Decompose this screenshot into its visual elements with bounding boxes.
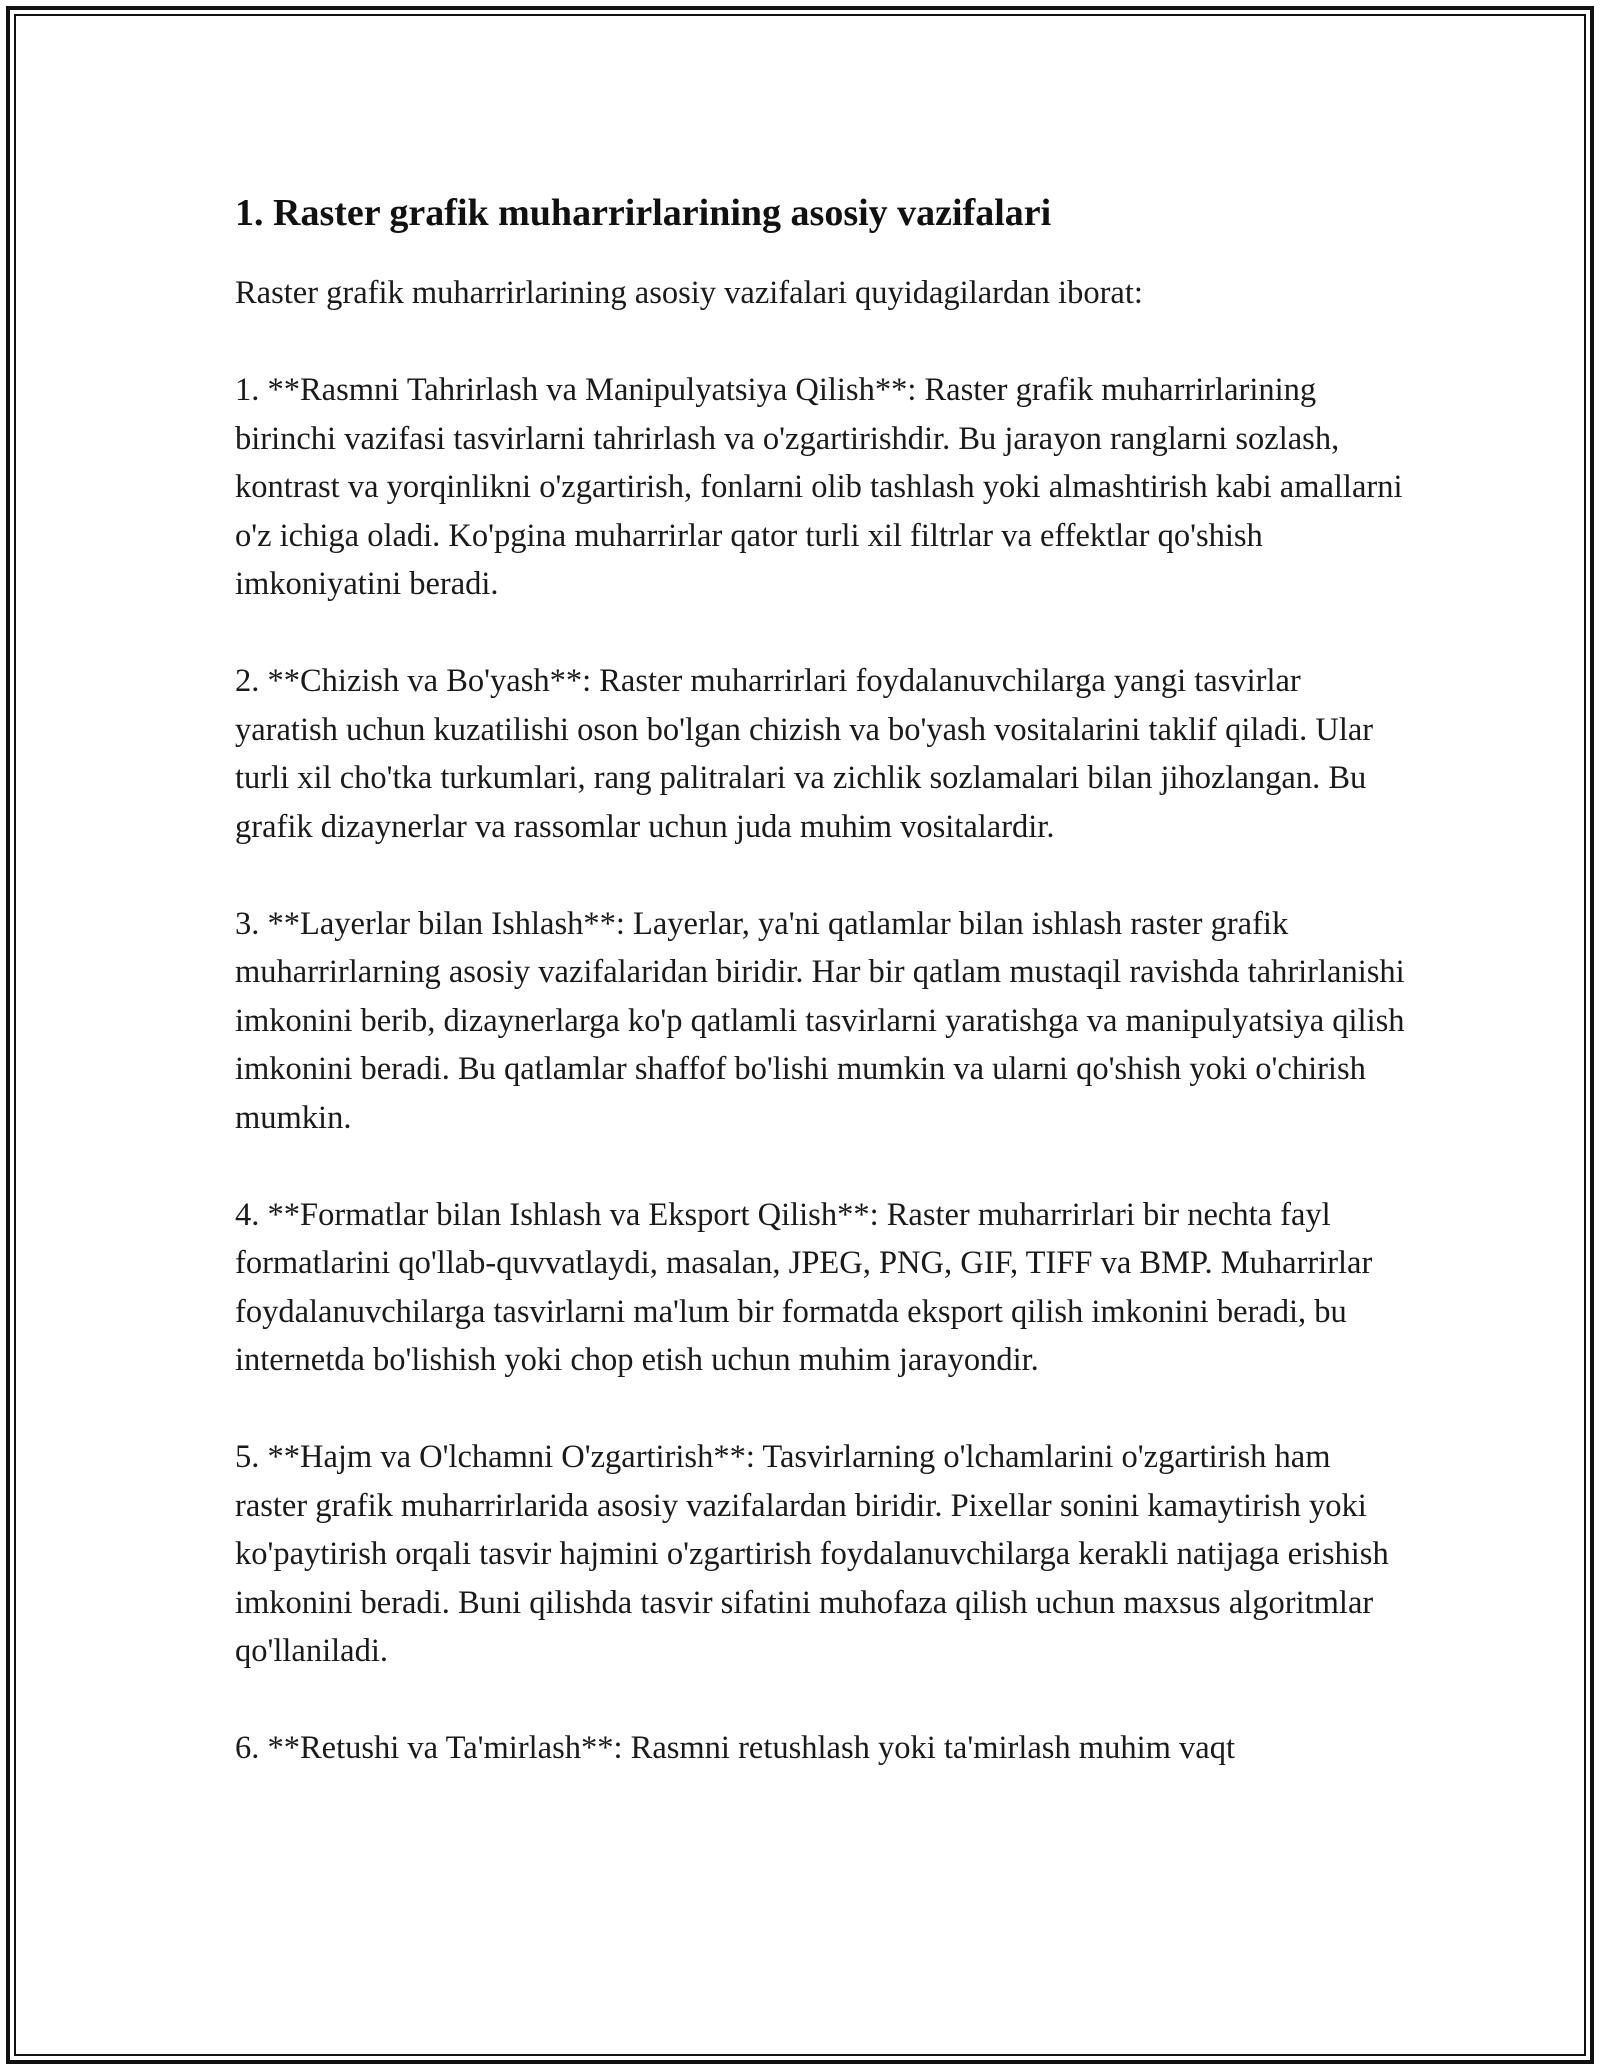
document-body <box>235 185 1410 1773</box>
list-item-3: 3. **Layerlar bilan Ishlash**: Layerlar, ya'ni qatlamlar bilan ishlash raster grafik muharrirlarning asosiy vazifalaridan biridir. Har bir qatlam mustaqil ravishda tahrirlanishi imkonini berib, dizaynerlarga ko'p qatlamli tasvirlarni yaratishga va manipulyatsiya qilish imkonini beradi. Bu qatlamlar shaffof bo'lishi mumkin va ularni qo'shish yoki o'chirish mumkin. <box>235 905 1405 1136</box>
list-item-4: 4. **Formatlar bilan Ishlash va Eksport Qilish**: Raster muharrirlari bir nechta fayl formatlarini qo'llab-quvvatlaydi, masalan, JPEG, PNG, GIF, TIFF va BMP. Muharrirlar foydalanuvchilarga tasvirlarni ma'lum bir formatda eksport qilish imkonini beradi, bu internetda bo'lishish yoki chop etish uchun muhim jarayondir. <box>235 1196 1373 1378</box>
list-item-5: 5. **Hajm va O'lchamni O'zgartirish**: Tasvirlarning o'lchamlarini o'zgartirish ham raster grafik muharrirlarida asosiy vazifalardan biridir. Pixellar sonini kamaytirish yoki ko'paytirish orqali tasvir hajmini o'zgartirish foydalanuvchilarga kerakli natijaga erishish imkonini beradi. Buni qilishda tasvir sifatini muhofaza qilish uchun maxsus algoritmlar qo'llaniladi. <box>235 1439 1389 1669</box>
list-item-1: 1. **Rasmni Tahrirlash va Manipulyatsiya Qilish**: Raster grafik muharrirlarining birinchi vazifasi tasvirlarni tahrirlash va o'zgartirishdir. Bu jarayon ranglarni sozlash, kontrast va yorqinlikni o'zgartirish, fonlarni olib tashlash yoki almashtirish kabi amallarni o'z ichiga oladi. Ko'pgina muharrirlar qator turli xil filtrlar va effektlar qo'shish imkoniyatini beradi. <box>235 372 1403 602</box>
list-item-2: 2. **Chizish va Bo'yash**: Raster muharrirlari foydalanuvchilarga yangi tasvirlar yaratish uchun kuzatilishi oson bo'lgan chizish va bo'yash vositalarini taklif qiladi. Ular turli xil cho'tka turkumlari, rang palitralari va zichlik sozlamalari bilan jihozlangan. Bu grafik dizaynerlar va rassomlar uchun juda muhim vositalardir. <box>235 663 1374 845</box>
section-heading: 1. Raster grafik muharrirlarining asosiy vazifalari <box>235 192 1052 234</box>
intro-paragraph: Raster grafik muharrirlarining asosiy vazifalari quyidagilardan iborat: <box>235 275 1143 311</box>
list-item-6: 6. **Retushi va Ta'mirlash**: Rasmni retushlash yoki ta'mirlash muhim vaqt <box>235 1730 1235 1766</box>
